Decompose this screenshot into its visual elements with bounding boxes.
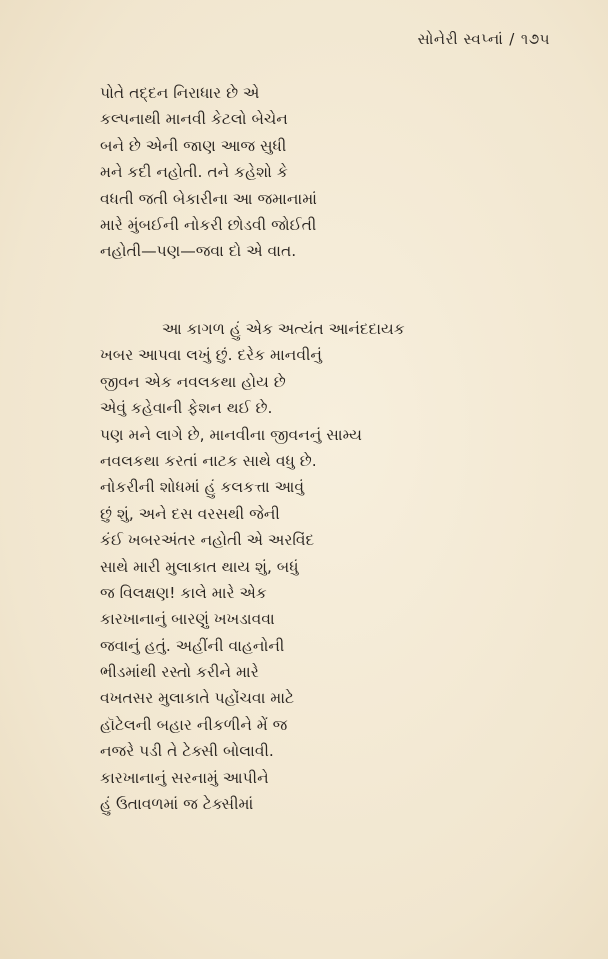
text-line: પણ મને લાગે છે, માનવીના જીવનનું સામ્ય bbox=[100, 425, 362, 444]
text-line: એવું કહેવાની ફેશન થઈ છે. bbox=[100, 399, 273, 418]
text-line: વધતી જતી બેકારીના આ જમાનામાં bbox=[100, 189, 317, 208]
book-title: સોનેરી સ્વપ્નાં bbox=[417, 30, 504, 48]
paragraph-2 bbox=[100, 316, 540, 817]
header-separator: / bbox=[509, 30, 515, 48]
text-line: નોકરીની શોધમાં હું કલકત્તા આવું bbox=[100, 478, 305, 497]
text-line: મને કદી નહોતી. તને કહેશો કે bbox=[100, 163, 288, 182]
text-line: આ કાગળ હું એક અત્યંત આનંદદાયક bbox=[162, 320, 405, 338]
text-line: જીવન એક નવલકથા હોય છે bbox=[100, 372, 286, 391]
text-line: મારે મુંબઈની નોકરી છોડવી જોઈતી bbox=[100, 215, 317, 234]
page-number: ૧૭૫ bbox=[520, 30, 550, 48]
text-line: કારખાનાનું બારણું ખખડાવવા bbox=[100, 610, 275, 629]
text-line: ભીડમાંથી રસ્તો કરીને મારે bbox=[100, 663, 259, 682]
text-line: કારખાનાનું સરનામું આપીને bbox=[100, 768, 269, 787]
paragraph-1 bbox=[100, 80, 540, 265]
text-line: જવાનું હતું. અહીંની વાહનોની bbox=[100, 636, 285, 655]
running-head bbox=[418, 30, 550, 48]
text-line: કંઈ ખબરઅંતર નહોતી એ અરવિંદ bbox=[100, 531, 315, 550]
text-line: બને છે એની જાણ આજ સુધી bbox=[100, 136, 287, 155]
text-line: ખબર આપવા લખું છું. દરેક માનવીનું bbox=[100, 346, 322, 365]
text-line: હૉટેલની બહાર નીકળીને મેં જ bbox=[100, 715, 288, 734]
text-line: પોતે તદ્દન નિરાધાર છે એ bbox=[100, 84, 260, 102]
text-line: નહોતી—પણ—જવા દો એ વાત. bbox=[100, 242, 297, 261]
text-line: કલ્પનાથી માનવી કેટલો બેચેન bbox=[100, 110, 288, 129]
text-line: છું શું, અને દસ વરસથી જેની bbox=[100, 504, 280, 523]
text-line: સાથે મારી મુલાકાત થાય શું, બધું bbox=[100, 557, 299, 576]
text-line: નજરે પડી તે ટેક્સી બોલાવી. bbox=[100, 742, 274, 761]
text-line: વખતસર મુલાકાતે પહોંચવા માટે bbox=[100, 689, 295, 708]
text-line: હું ઉતાવળમાં જ ટેક્સીમાં bbox=[100, 795, 254, 814]
text-line: જ વિલક્ષણ! કાલે મારે એક bbox=[100, 583, 267, 602]
text-line: નવલકથા કરતાં નાટક સાથે વધુ છે. bbox=[100, 451, 317, 470]
